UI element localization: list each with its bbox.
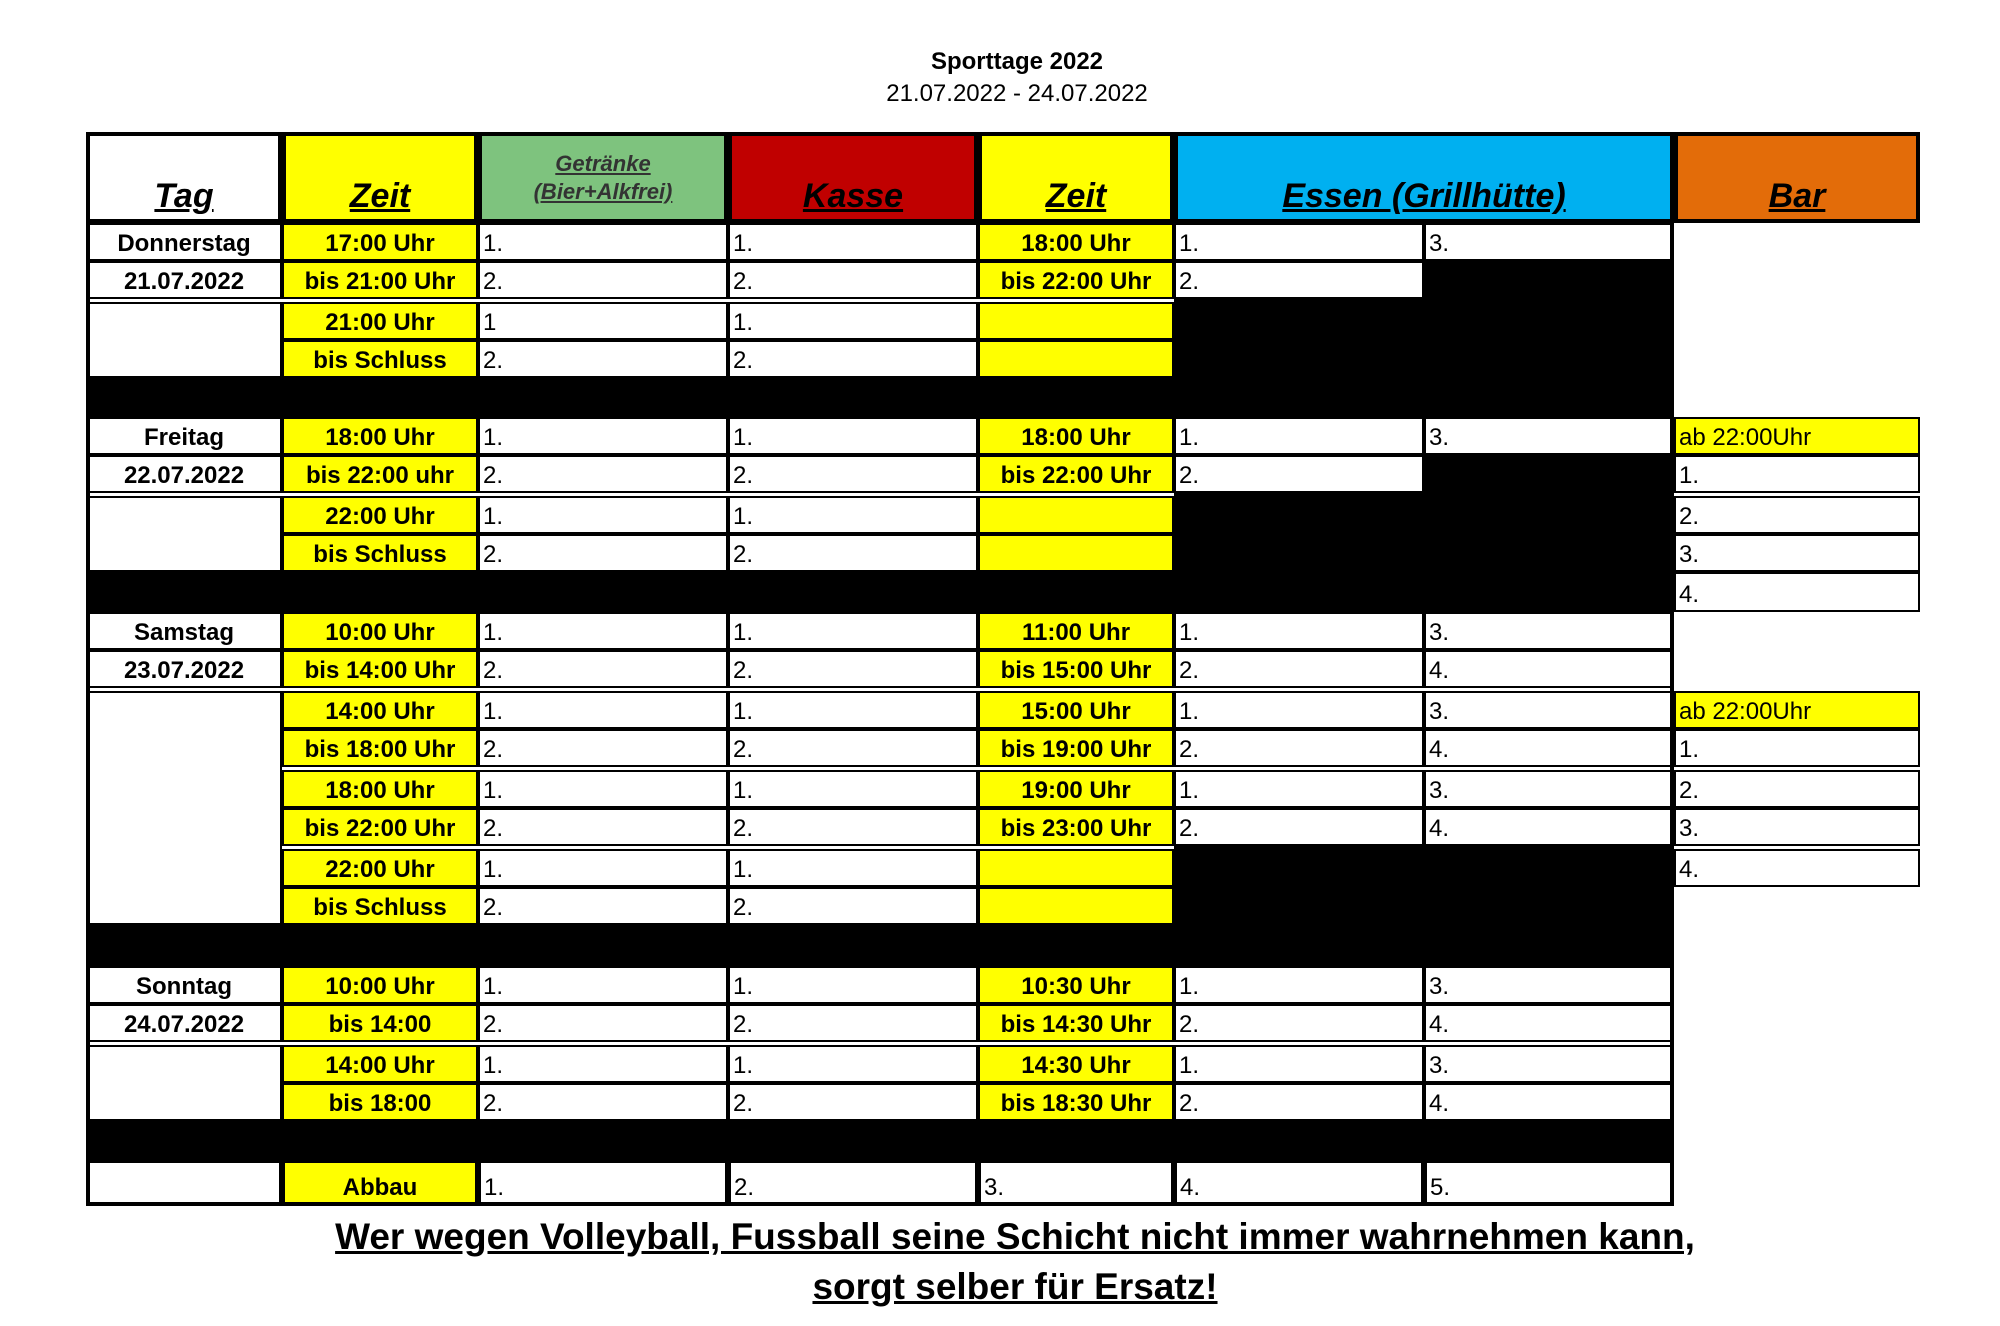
time-cell: bis 18:00 [282, 1083, 478, 1121]
header-tag: Tag [86, 132, 282, 223]
header-getraenke-line2: (Bier+Alkfrei) [533, 178, 673, 204]
slot-cell: 2. [728, 650, 978, 688]
slot-cell: 1. [478, 612, 728, 650]
time-cell [978, 534, 1174, 572]
slot-cell: 1. [478, 849, 728, 887]
bar-cell: 1. [1674, 729, 1920, 767]
slot-cell: 2. [728, 1160, 978, 1206]
header-zeit: Zeit [282, 132, 478, 223]
slot-cell: 1. [1174, 612, 1424, 650]
slot-cell: 2. [1174, 729, 1424, 767]
slot-cell: 3. [978, 1160, 1174, 1206]
date-range: 21.07.2022 - 24.07.2022 [886, 80, 1148, 107]
slot-cell: 2. [728, 808, 978, 846]
time-cell: bis 22:00 Uhr [978, 261, 1174, 299]
slot-cell: 2. [478, 808, 728, 846]
time-cell: 10:00 Uhr [282, 966, 478, 1004]
day-cell-empty [86, 1045, 282, 1121]
slot-cell: 4. [1424, 808, 1674, 846]
slot-cell: 2. [478, 340, 728, 378]
day-cell: 22.07.2022 [86, 455, 282, 493]
time-cell: 14:30 Uhr [978, 1045, 1174, 1083]
time-cell: 15:00 Uhr [978, 691, 1174, 729]
time-cell: 14:00 Uhr [282, 1045, 478, 1083]
schedule-table [86, 132, 1920, 1206]
bar-cell: ab 22:00Uhr [1674, 417, 1920, 455]
slot-cell: 2. [1174, 650, 1424, 688]
slot-cell: 2. [1174, 455, 1424, 493]
slot-cell: 4. [1424, 729, 1674, 767]
time-cell: Abbau [282, 1160, 478, 1206]
time-cell: 18:00 Uhr [978, 223, 1174, 261]
time-cell: 22:00 Uhr [282, 496, 478, 534]
day-cell: 21.07.2022 [86, 261, 282, 299]
slot-cell: 1. [478, 770, 728, 808]
slot-cell: 2. [728, 1004, 978, 1042]
slot-cell: 2. [728, 1083, 978, 1121]
slot-cell: 1. [1174, 770, 1424, 808]
slot-cell: 3. [1424, 691, 1674, 729]
header-kasse: Kasse [728, 132, 978, 223]
header-essen: Essen (Grillhütte) [1174, 132, 1674, 223]
time-cell: bis 19:00 Uhr [978, 729, 1174, 767]
time-cell [978, 849, 1174, 887]
bar-cell: 1. [1674, 455, 1920, 493]
time-cell: bis 21:00 Uhr [282, 261, 478, 299]
slot-cell: 3. [1424, 1045, 1674, 1083]
slot-cell: 1. [728, 1045, 978, 1083]
time-cell: bis Schluss [282, 340, 478, 378]
slot-cell: 2. [1174, 261, 1424, 299]
slot-cell: 1. [728, 966, 978, 1004]
slot-cell: 1. [478, 1160, 728, 1206]
bar-cell: ab 22:00Uhr [1674, 691, 1920, 729]
time-cell: bis 14:30 Uhr [978, 1004, 1174, 1042]
slot-cell: 1. [478, 223, 728, 261]
slot-cell: 1. [1174, 223, 1424, 261]
time-cell: 11:00 Uhr [978, 612, 1174, 650]
header-getraenke [478, 132, 728, 223]
slot-cell: 3. [1424, 223, 1674, 261]
slot-cell: 1. [1174, 417, 1424, 455]
slot-cell: 2. [728, 340, 978, 378]
separator-bar [86, 1121, 1674, 1160]
slot-cell: 2. [478, 261, 728, 299]
bar-cell: 2. [1674, 496, 1920, 534]
header-getraenke-line1: Getränke [555, 151, 651, 176]
header-bar: Bar [1674, 132, 1920, 223]
day-cell-empty [86, 496, 282, 572]
slot-cell: 1. [728, 302, 978, 340]
slot-cell: 1. [728, 770, 978, 808]
time-cell: 22:00 Uhr [282, 849, 478, 887]
slot-cell: 2. [478, 455, 728, 493]
slot-cell: 2. [728, 887, 978, 925]
slot-cell: 1. [728, 612, 978, 650]
slot-cell: 2. [1174, 1083, 1424, 1121]
slot-cell: 2. [478, 1083, 728, 1121]
slot-cell: 1. [478, 417, 728, 455]
day-cell: 23.07.2022 [86, 650, 282, 688]
time-cell: bis 14:00 Uhr [282, 650, 478, 688]
slot-cell: 2. [1174, 1004, 1424, 1042]
slot-cell: 2. [728, 534, 978, 572]
time-cell: bis 18:30 Uhr [978, 1083, 1174, 1121]
bar-cell: 2. [1674, 770, 1920, 808]
slot-cell: 1. [728, 496, 978, 534]
slot-cell: 3. [1424, 612, 1674, 650]
slot-cell: 4. [1174, 1160, 1424, 1206]
time-cell [978, 887, 1174, 925]
note-line-2: sorgt selber für Ersatz! [812, 1266, 1218, 1307]
slot-cell: 5. [1424, 1160, 1674, 1206]
note-line-1: Wer wegen Volleyball, Fussball seine Schicht nicht immer wahrnehmen kann, [335, 1216, 1695, 1257]
slot-cell: 4. [1424, 650, 1674, 688]
day-cell-empty [86, 691, 282, 925]
slot-cell: 4. [1424, 1083, 1674, 1121]
slot-cell: 2. [478, 887, 728, 925]
bar-cell: 4. [1674, 572, 1920, 612]
slot-cell: 1. [1174, 1045, 1424, 1083]
slot-cell: 2. [478, 729, 728, 767]
bar-cell: 3. [1674, 808, 1920, 846]
day-cell: Freitag [86, 417, 282, 455]
slot-cell: 1 [478, 302, 728, 340]
time-cell: bis Schluss [282, 887, 478, 925]
slot-cell: 2. [1174, 808, 1424, 846]
slot-cell: 2. [478, 650, 728, 688]
time-cell [978, 340, 1174, 378]
time-cell: 17:00 Uhr [282, 223, 478, 261]
separator-bar [86, 925, 1674, 966]
slot-cell: 2. [728, 729, 978, 767]
slot-cell: 2. [728, 455, 978, 493]
slot-cell: 1. [478, 1045, 728, 1083]
slot-cell: 1. [728, 849, 978, 887]
slot-cell: 1. [478, 496, 728, 534]
time-cell [978, 496, 1174, 534]
slot-cell: 3. [1424, 966, 1674, 1004]
time-cell [978, 302, 1174, 340]
slot-cell: 1. [728, 691, 978, 729]
slot-cell: 2. [728, 261, 978, 299]
slot-cell: 1. [478, 966, 728, 1004]
time-cell: 14:00 Uhr [282, 691, 478, 729]
time-cell: bis 14:00 [282, 1004, 478, 1042]
slot-cell: 1. [728, 417, 978, 455]
day-cell: Sonntag [86, 966, 282, 1004]
time-cell: 10:30 Uhr [978, 966, 1174, 1004]
time-cell: 18:00 Uhr [282, 417, 478, 455]
time-cell: 18:00 Uhr [282, 770, 478, 808]
time-cell: bis 22:00 Uhr [978, 455, 1174, 493]
time-cell: 10:00 Uhr [282, 612, 478, 650]
header-zeit-2: Zeit [978, 132, 1174, 223]
slot-cell: 1. [1174, 966, 1424, 1004]
slot-cell: 1. [478, 691, 728, 729]
slot-cell: 3. [1424, 417, 1674, 455]
time-cell: 21:00 Uhr [282, 302, 478, 340]
slot-cell: 1. [728, 223, 978, 261]
time-cell: bis 15:00 Uhr [978, 650, 1174, 688]
bar-cell: 4. [1674, 849, 1920, 887]
slot-cell: 4. [1424, 1004, 1674, 1042]
time-cell: 18:00 Uhr [978, 417, 1174, 455]
time-cell: bis 23:00 Uhr [978, 808, 1174, 846]
slot-cell: 2. [478, 534, 728, 572]
time-cell: bis 22:00 uhr [282, 455, 478, 493]
day-cell: Samstag [86, 612, 282, 650]
time-cell: bis Schluss [282, 534, 478, 572]
slot-cell: 3. [1424, 770, 1674, 808]
day-cell-empty [86, 1160, 282, 1206]
page-title: Sporttage 2022 [930, 48, 1104, 75]
time-cell: bis 18:00 Uhr [282, 729, 478, 767]
slot-cell: 2. [478, 1004, 728, 1042]
slot-cell: 1. [1174, 691, 1424, 729]
day-cell-empty [86, 302, 282, 378]
day-cell: Donnerstag [86, 223, 282, 261]
bar-cell: 3. [1674, 534, 1920, 572]
time-cell: 19:00 Uhr [978, 770, 1174, 808]
time-cell: bis 22:00 Uhr [282, 808, 478, 846]
day-cell: 24.07.2022 [86, 1004, 282, 1042]
